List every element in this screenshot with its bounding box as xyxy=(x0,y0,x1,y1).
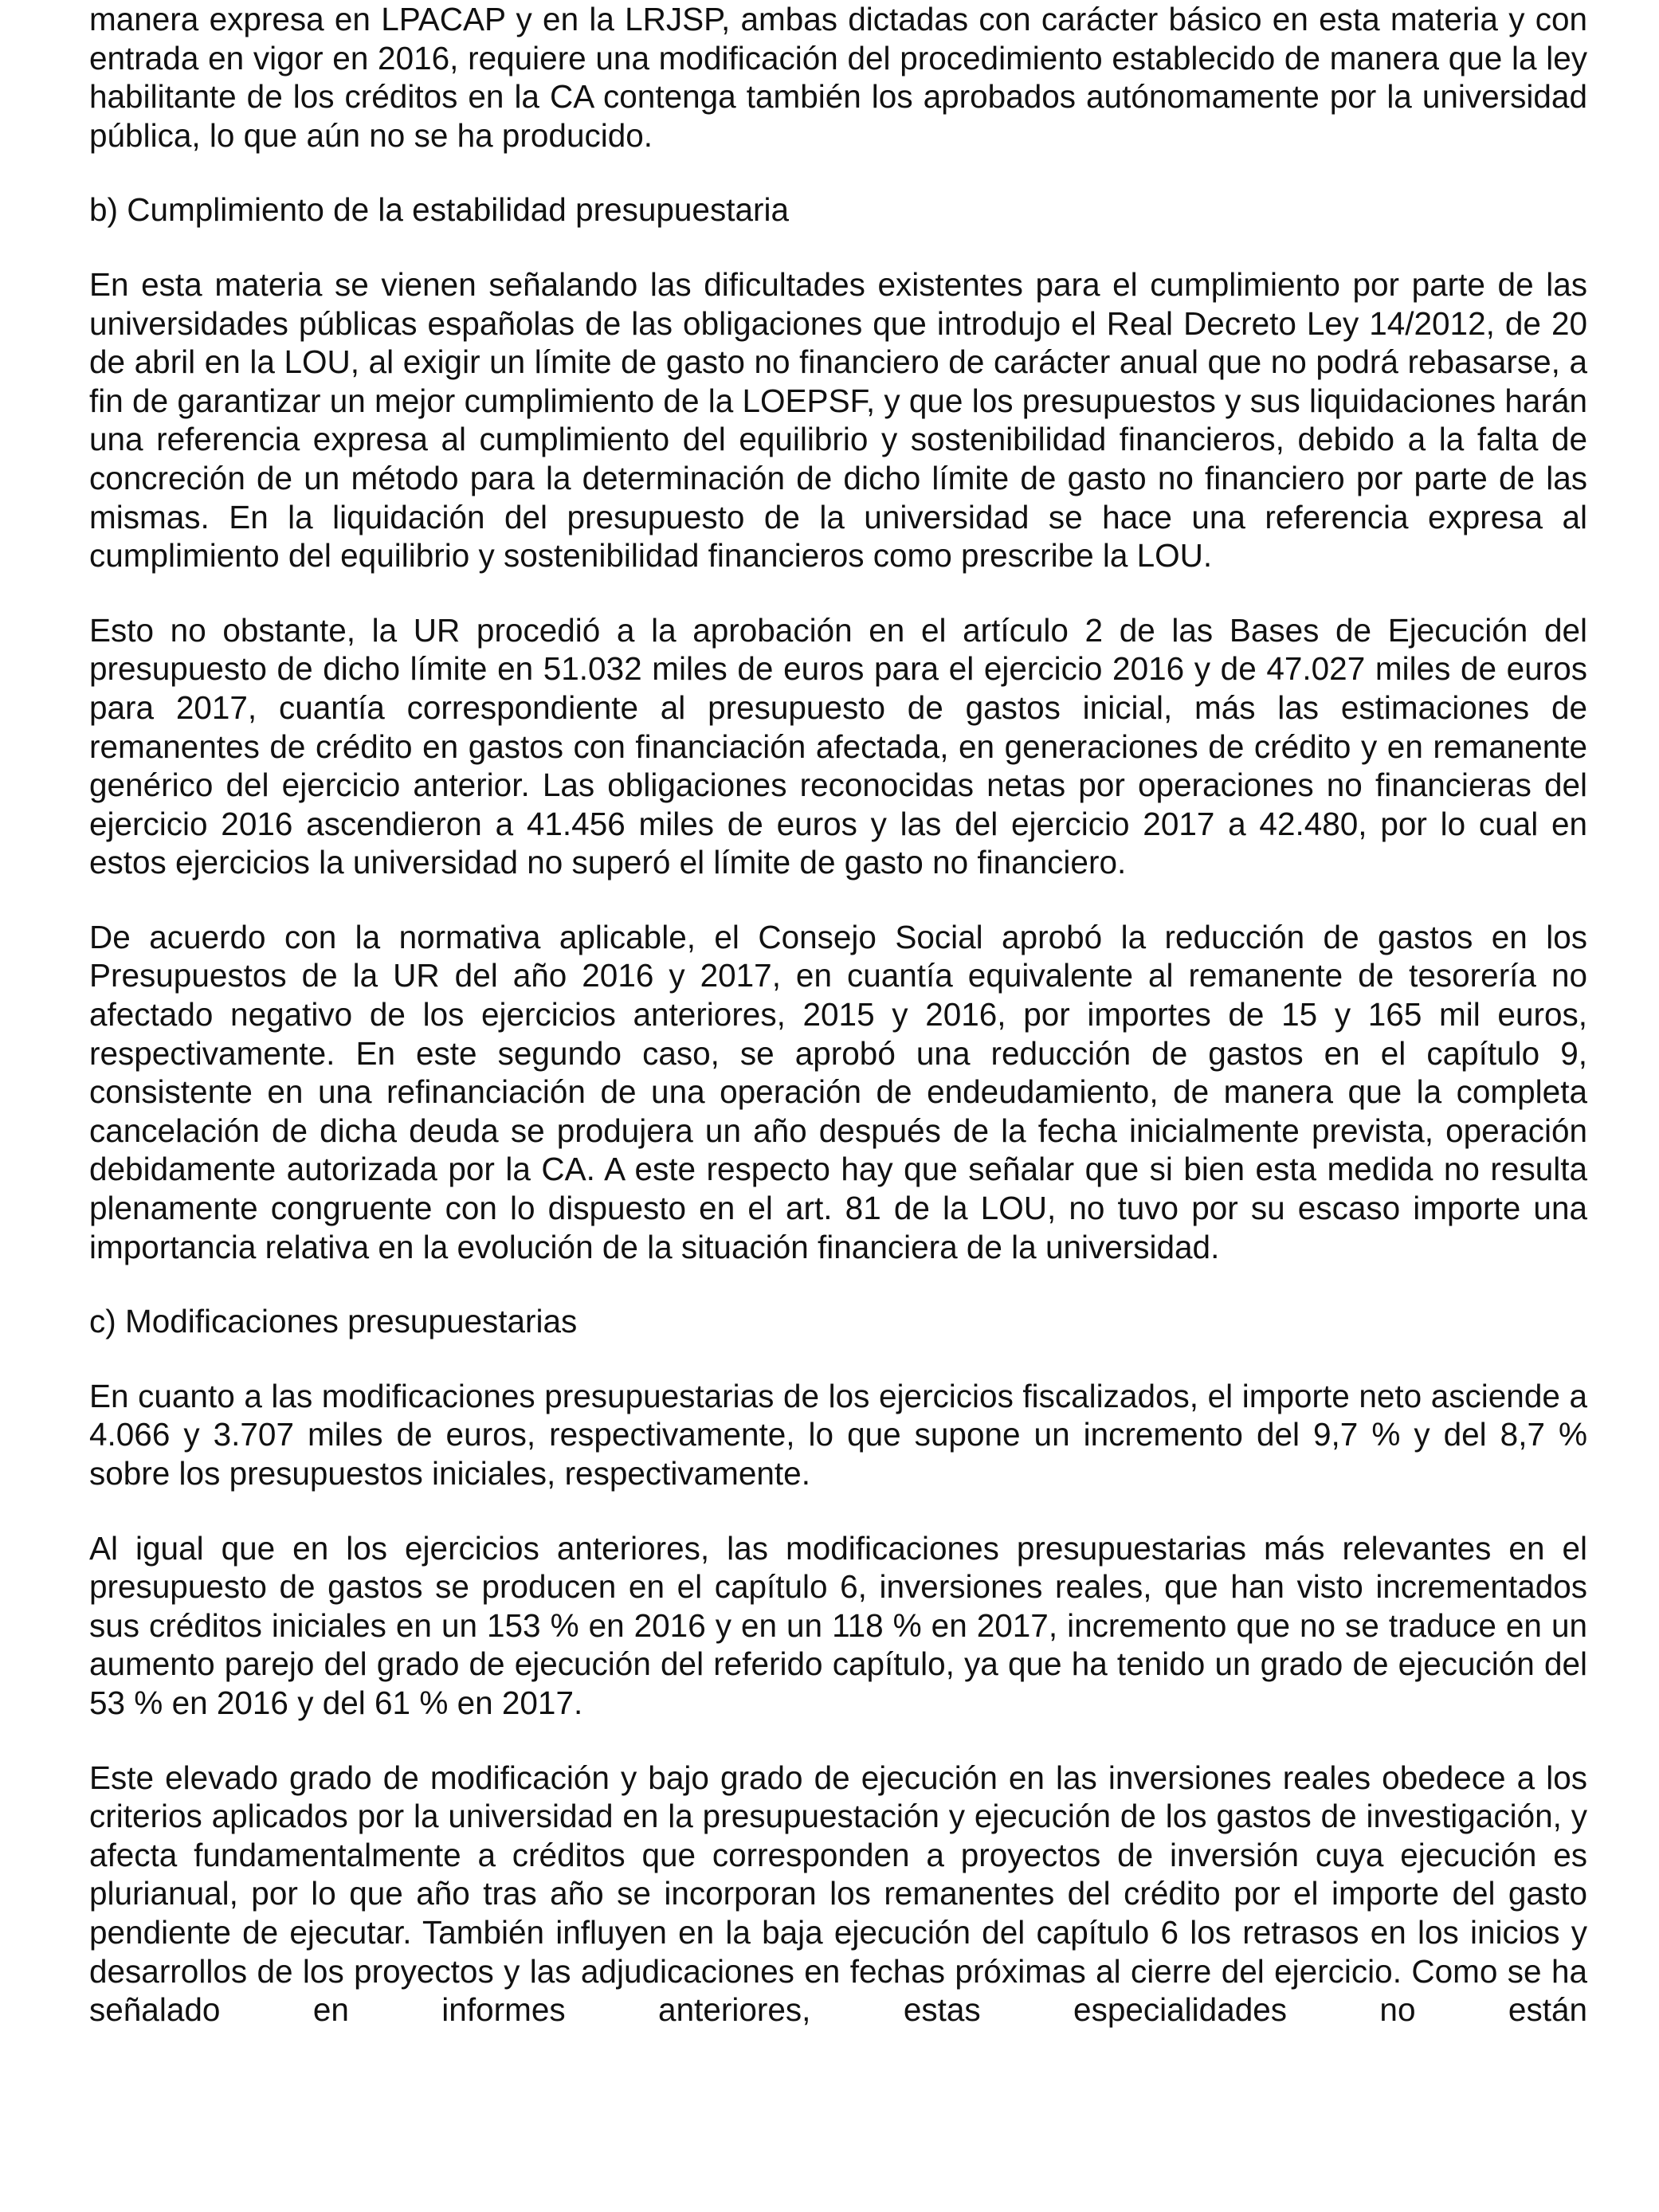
paragraph-stability-difficulties: En esta materia se vienen señalando las dificultades existentes para el cumplimiento por parte de las universidades públicas españolas de las obligaciones que introdujo el Real Decreto Ley 14/2012, de 20 de abril en la LOU, al exigir un límite de gasto no financiero de carácter anual que no podrá rebasarse, a fin de garantizar un mejor cumplimiento de la LOEPSF, y que los presupuestos y sus liquidaciones harán una referencia expresa al cumplimiento del equilibrio y sostenibilidad financieros, debido a la falta de concreción de un método para la determinación de dicho límite de gasto no financiero por parte de las mismas. En la liquidación del presupuesto de la universidad se hace una referencia expresa al cumplimiento del equilibrio y sostenibilidad financieros como prescribe la LOU. xyxy=(89,265,1587,575)
paragraph-chapter-6: Al igual que en los ejercicios anteriores, las modificaciones presupuestarias más relevantes en el presupuesto de gastos se producen en el capítulo 6, inversiones reales, que han visto incrementados sus créditos iniciales en un 153 % en 2016 y en un 118 % en 2017, incremento que no se traduce en un aumento parejo del grado de ejecución del referido capítulo, ya que ha tenido un grado de ejecución del 53 % en 2016 y del 61 % en 2017. xyxy=(89,1529,1587,1721)
paragraph-lpacap-continuation: manera expresa en LPACAP y en la LRJSP, ambas dictadas con carácter básico en esta materia y con entrada en vigor en 2016, requiere una modificación del procedimiento establecido de manera que la ley habilitante de los créditos en la CA contenga también los aprobados autónomamente por la universidad pública, lo que aún no se ha producido. xyxy=(89,1,1587,154)
section-heading-b: b) Cumplimiento de la estabilidad presupuestaria xyxy=(89,191,789,229)
paragraph-investment-execution: Este elevado grado de modificación y bajo grado de ejecución en las inversiones reales obedece a los criterios aplicados por la universidad en la presupuestación y ejecución de los gastos de investigación, y afecta fundamentalmente a créditos que corresponden a proyectos de inversión cuya ejecución es plurianual, por lo que año tras año se incorporan los remanentes del crédito por el importe del gasto pendiente de ejecutar. También influyen en la baja ejecución del capítulo 6 los retrasos en los inicios y desarrollos de los proyectos y las adjudicaciones en fechas próximas al cierre del ejercicio. Como se ha señalado en informes anteriores, estas especialidades no están xyxy=(89,1759,1587,2029)
paragraph-spending-limit: Esto no obstante, la UR procedió a la aprobación en el artículo 2 de las Bases de Ejecución del presupuesto de dicho límite en 51.032 miles de euros para el ejercicio 2016 y de 47.027 miles de euros para 2017, cuantía correspondiente al presupuesto de gastos inicial, más las estimaciones de remanentes de crédito en gastos con financiación afectada, en generaciones de crédito y en remanente genérico del ejercicio anterior. Las obligaciones reconocidas netas por operaciones no financieras del ejercicio 2016 ascendieron a 41.456 miles de euros y las del ejercicio 2017 a 42.480, por lo cual en estos ejercicios la universidad no superó el límite de gasto no financiero. xyxy=(89,611,1587,881)
paragraph-budget-modifications: En cuanto a las modificaciones presupuestarias de los ejercicios fiscalizados, el importe neto asciende a 4.066 y 3.707 miles de euros, respectivamente, lo que supone un incremento del 9,7 % y del 8,7 % sobre los presupuestos iniciales, respectivamente. xyxy=(89,1377,1587,1492)
document-page xyxy=(89,0,1587,2030)
section-heading-c: c) Modificaciones presupuestarias xyxy=(89,1303,578,1340)
paragraph-consejo-social: De acuerdo con la normativa aplicable, el Consejo Social aprobó la reducción de gastos en los Presupuestos de la UR del año 2016 y 2017, en cuantía equivalente al remanente de tesorería no afectado negativo de los ejercicios anteriores, 2015 y 2016, por importes de 15 y 165 mil euros, respectivamente. En este segundo caso, se aprobó una reducción de gastos en el capítulo 9, consistente en una refinanciación de una operación de endeudamiento, de manera que la completa cancelación de dicha deuda se produjera un año después de la fecha inicialmente prevista, operación debidamente autorizada por la CA. A este respecto hay que señalar que si bien esta medida no resulta plenamente congruente con lo dispuesto en el art. 81 de la LOU, no tuvo por su escaso importe una importancia relativa en la evolución de la situación financiera de la universidad. xyxy=(89,918,1587,1265)
